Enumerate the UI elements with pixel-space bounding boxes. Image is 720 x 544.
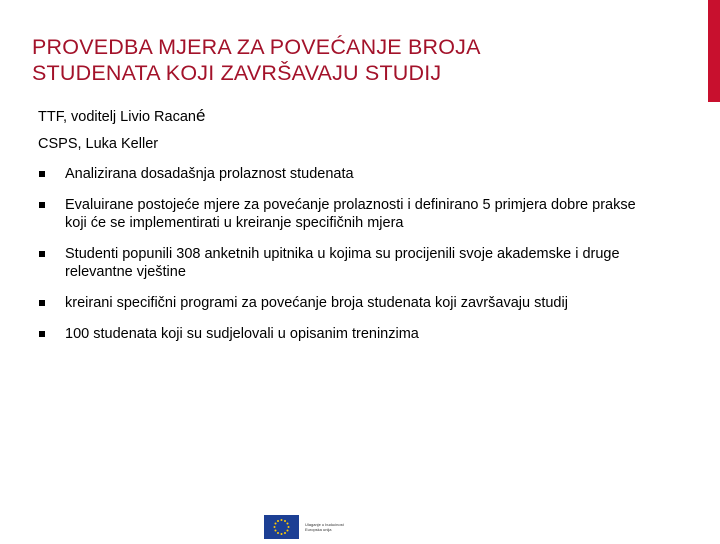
bullet-square-icon: [39, 300, 45, 306]
bullet-item: [38, 294, 638, 312]
bullet-item: [38, 245, 638, 281]
eu-logo-line-2: Europska unija: [305, 527, 332, 532]
bullet-square-icon: [39, 331, 45, 337]
eu-logo: [264, 513, 376, 540]
bullet-text: kreirani specifični programi za povećanje broja studenata koji završavaju studij: [65, 295, 568, 311]
leader-text: TTF, voditelj Livio Racan: [38, 109, 196, 125]
title-line-2: STUDENATA KOJI ZAVRŠAVAJU STUDIJ: [32, 61, 442, 85]
leader-line: [38, 106, 205, 126]
bullet-square-icon: [39, 171, 45, 177]
eu-logo-text: [305, 522, 344, 532]
bullet-text: Evaluirane postojeće mjere za povećanje prolaznosti i definirano 5 primjera dobre prakse koji će se implementirati u kreiranje specifičnih mjera: [65, 197, 636, 231]
eu-logo-line-1: Ulaganje u budućnost: [305, 522, 344, 527]
slide-title: [32, 34, 682, 86]
bullet-item: [38, 196, 638, 232]
eu-stars-icon: [264, 515, 299, 539]
csps-line: CSPS, Luka Keller: [38, 136, 159, 152]
bullet-text: 100 studenata koji su sudjelovali u opisanim treninzima: [65, 326, 419, 342]
eu-flag-icon: [264, 515, 299, 539]
bullet-text: Studenti popunili 308 anketnih upitnika u kojima su procijenili svoje akademske i druge relevantne vještine: [65, 246, 620, 280]
title-line-1: PROVEDBA MJERA ZA POVEĆANJE BROJA: [32, 35, 481, 59]
bullet-item: [38, 165, 638, 183]
bullet-item: [38, 325, 638, 343]
bullet-square-icon: [39, 251, 45, 257]
bullet-text: Analizirana dosadašnja prolaznost studenata: [65, 166, 354, 182]
bullet-list: [38, 165, 638, 356]
leader-accent-char: é: [195, 106, 206, 125]
bullet-square-icon: [39, 202, 45, 208]
accent-bar: [708, 0, 720, 102]
